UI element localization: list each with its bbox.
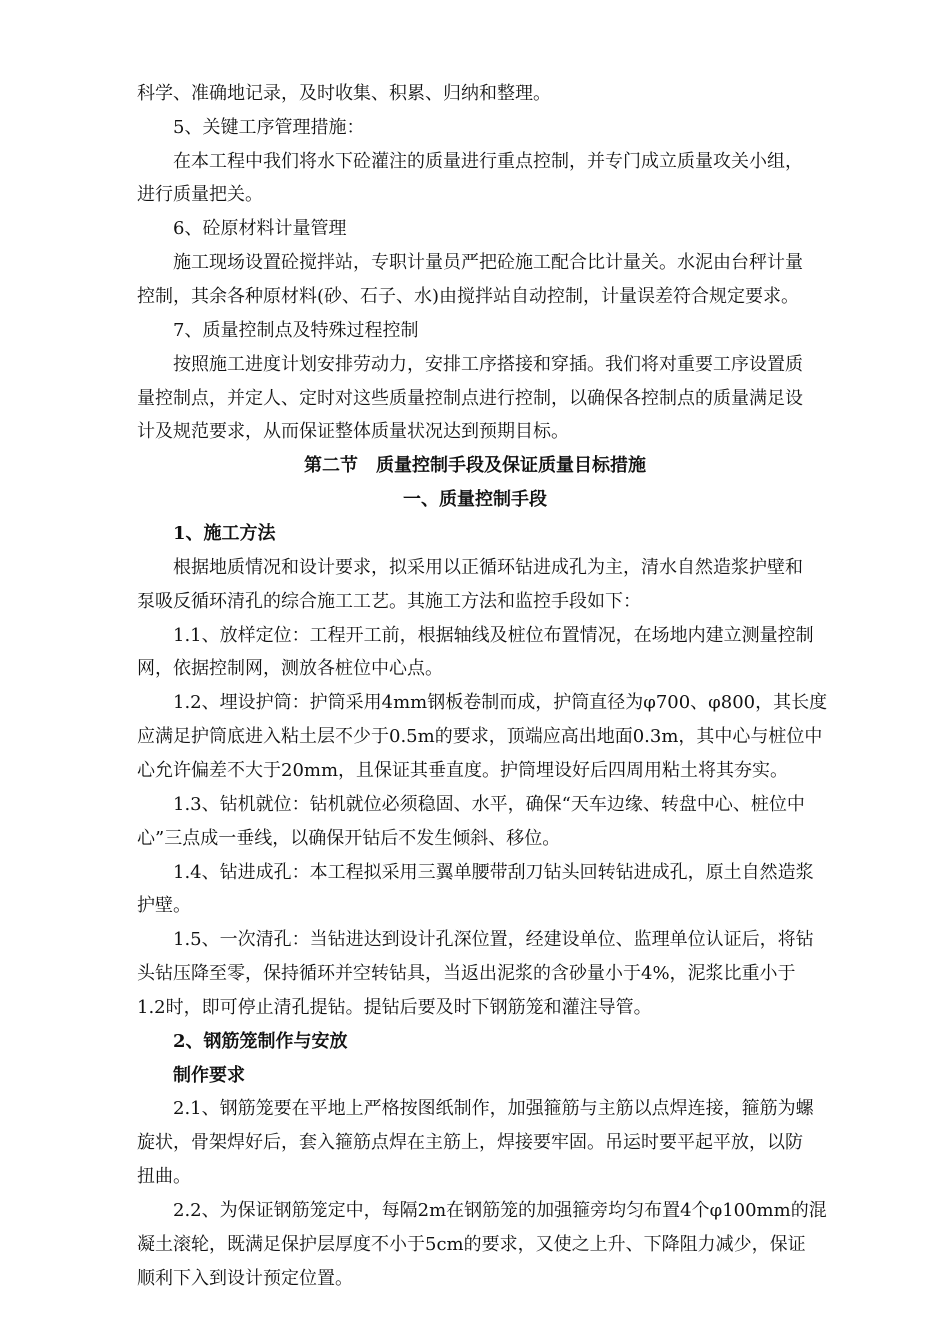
chapter-section-title: 第二节 质量控制手段及保证质量目标措施 xyxy=(304,455,646,476)
text-line: 头钻压降至零，保持循环并空转钻具，当返出泥浆的含砂量小于4%，泥浆比重小于 xyxy=(137,963,796,984)
text-line: 旋状，骨架焊好后，套入箍筋点焊在主筋上，焊接要牢固。吊运时要平起平放，以防 xyxy=(137,1132,803,1153)
heading-rebar-cage: 2、钢筋笼制作与安放 xyxy=(173,1031,348,1052)
section-heading-5: 5、关键工序管理措施： xyxy=(173,117,365,138)
heading-construction-method: 1、施工方法 xyxy=(173,523,276,544)
text-line: 进行质量把关。 xyxy=(137,184,263,205)
text-line: 顺利下入到设计预定位置。 xyxy=(137,1268,353,1289)
text-line: 计及规范要求，从而保证整体质量状况达到预期目标。 xyxy=(137,421,569,442)
text-line: 2.1、钢筋笼要在平地上严格按图纸制作，加强箍筋与主筋以点焊连接，箍筋为螺 xyxy=(173,1098,814,1119)
subsection-title: 一、质量控制手段 xyxy=(403,489,547,510)
text-line: 量控制点，并定人、定时对这些质量控制点进行控制，以确保各控制点的质量满足设 xyxy=(137,388,803,409)
text-line: 1.2、埋设护筒：护筒采用4mm钢板卷制而成，护筒直径为φ700、φ800，其长度 xyxy=(173,692,828,713)
text-line: 1.4、钻进成孔：本工程拟采用三翼单腰带刮刀钻头回转钻进成孔，原土自然造浆 xyxy=(173,862,814,883)
text-line: 扭曲。 xyxy=(137,1166,191,1187)
text-line: 2.2、为保证钢筋笼定中，每隔2m在钢筋笼的加强箍旁均匀布置4个φ100mm的混 xyxy=(173,1200,827,1221)
text-line: 根据地质情况和设计要求，拟采用以正循环钻进成孔为主，清水自然造浆护壁和 xyxy=(173,557,803,578)
text-line: 心”三点成一垂线，以确保开钻后不发生倾斜、移位。 xyxy=(137,828,561,849)
section-heading-7: 7、质量控制点及特殊过程控制 xyxy=(173,320,419,341)
text-line: 1.5、一次清孔：当钻进达到设计孔深位置，经建设单位、监理单位认证后，将钻 xyxy=(173,929,814,950)
text-line: 网，依据控制网，测放各桩位中心点。 xyxy=(137,658,443,679)
text-line: 心允许偏差不大于20mm，且保证其垂直度。护筒埋设好后四周用粘土将其夯实。 xyxy=(137,760,789,781)
text-line: 按照施工进度计划安排劳动力，安排工序搭接和穿插。我们将对重要工序设置质 xyxy=(173,354,803,375)
text-line: 在本工程中我们将水下砼灌注的质量进行重点控制，并专门成立质量攻关小组， xyxy=(173,151,803,172)
text-line: 科学、准确地记录，及时收集、积累、归纳和整理。 xyxy=(137,83,551,104)
text-line: 施工现场设置砼搅拌站，专职计量员严把砼施工配合比计量关。水泥由台秤计量 xyxy=(173,252,803,273)
text-line: 护壁。 xyxy=(137,895,191,916)
text-line: 1.3、钻机就位：钻机就位必须稳固、水平，确保“天车边缘、转盘中心、桩位中 xyxy=(173,794,805,815)
heading-fabrication-requirements: 制作要求 xyxy=(173,1065,245,1086)
section-heading-6: 6、砼原材料计量管理 xyxy=(173,218,347,239)
text-line: 泵吸反循环清孔的综合施工工艺。其施工方法和监控手段如下： xyxy=(137,591,641,612)
text-line: 应满足护筒底进入粘土层不少于0.5m的要求，顶端应高出地面0.3m，其中心与桩位中 xyxy=(137,726,823,747)
text-line: 控制，其余各种原材料(砂、石子、水)由搅拌站自动控制，计量误差符合规定要求。 xyxy=(137,286,800,307)
text-line: 凝土滚轮，既满足保护层厚度不小于5cm的要求，又使之上升、下降阻力减少，保证 xyxy=(137,1234,806,1255)
text-line: 1.1、放样定位：工程开工前，根据轴线及桩位布置情况，在场地内建立测量控制 xyxy=(173,625,814,646)
text-line: 1.2时，即可停止清孔提钻。提钻后要及时下钢筋笼和灌注导管。 xyxy=(137,997,652,1018)
